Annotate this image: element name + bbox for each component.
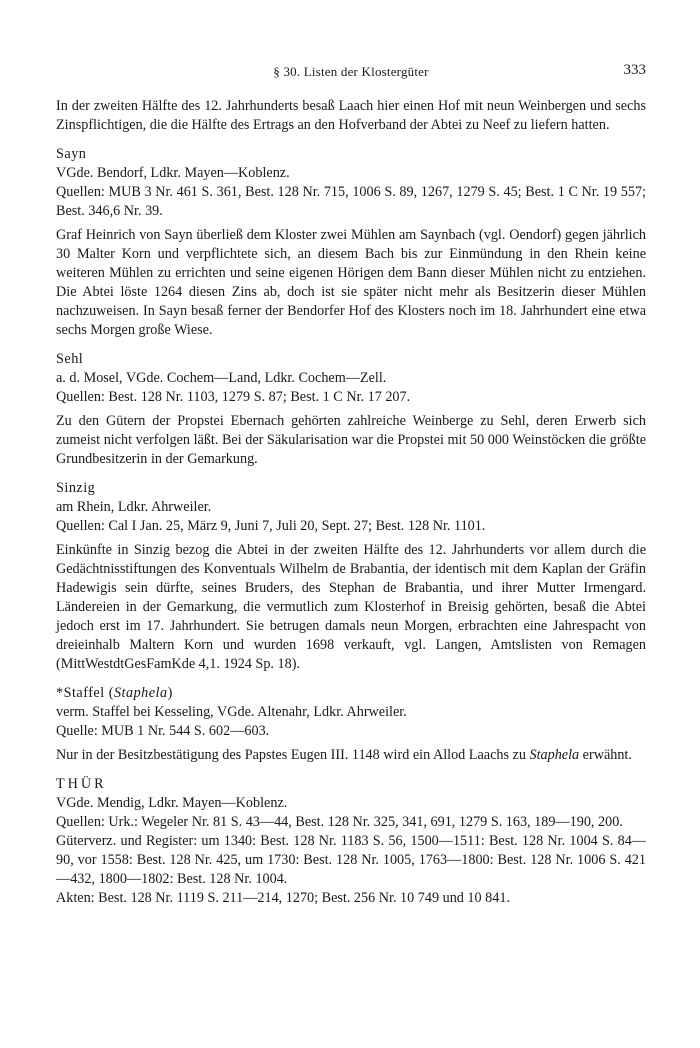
entry-title-italic: Staphela: [113, 685, 168, 701]
entry-location: a. d. Mosel, VGde. Cochem—Land, Ldkr. Cochem—Zell.: [56, 370, 387, 386]
entry-location: verm. Staffel bei Kesseling, VGde. Altenahr, Ldkr. Ahrweiler.: [56, 704, 407, 720]
entry-title: Sinzig: [56, 480, 96, 496]
entry-title: Sehl: [56, 351, 84, 367]
entry-staffel: [56, 684, 646, 765]
entry-location: am Rhein, Ldkr. Ahrweiler.: [56, 499, 212, 515]
intro-paragraph: In der zweiten Hälfte des 12. Jahrhunderts besaß Laach hier einen Hof mit neun Weinbergen und sechs Zinspflichtigen, die die Hälfte des Ertrags an den Hofverband der Abtei zu Neef zu liefern hatten.: [56, 98, 646, 133]
entry-sources: Quelle: MUB 1 Nr. 544 S. 602—603.: [56, 723, 270, 739]
entry-thuer: [56, 775, 646, 908]
entry-sehl: [56, 350, 646, 469]
entry-title-suffix: ): [167, 685, 173, 701]
entry-text: Zu den Gütern der Propstei Ebernach gehörten zahlreiche Weinberge zu Sehl, deren Erwerb sich zumeist nicht verfolgen läßt. Bei der Säkularisation war die Propstei mit 50 000 Weinstöcken die größte Grundbesitzerin in der Gemarkung.: [56, 413, 646, 467]
entry-sayn: [56, 145, 646, 340]
entry-text-italic: Staphela: [529, 747, 580, 763]
entry-files: Akten: Best. 128 Nr. 1119 S. 211—214, 1270; Best. 256 Nr. 10 749 und 10 841.: [56, 890, 510, 906]
entry-location: VGde. Mendig, Ldkr. Mayen—Koblenz.: [56, 795, 288, 811]
entry-title: THÜR: [56, 776, 107, 792]
page-body: [56, 97, 646, 908]
entry-text: Einkünfte in Sinzig bezog die Abtei in der zweiten Hälfte des 12. Jahrhunderts vor allem durch die Gedächtnisstiftungen des Konventuals Wilhelm de Brabantia, der identisch mit dem Kaplan der Gräfin Hadewigis sein dürfte, seines Bruders, des Stephan de Brabantia, und ihrer Mutter Irmengard. Ländereien in der Gemarkung, die vermutlich zum Klosterhof in Breisig gehörten, besaß die Abtei jedoch erst im 17. Jahrhundert. Sie betrugen damals neun Morgen, erbrachten eine Jahrespacht von dreieinhalb Maltern Korn und wurden 1698 verkauft, vgl. Langen, Amtslisten von Remagen (MittWestdtGesFamKde 4,1. 1924 Sp. 18).: [56, 542, 646, 672]
entry-sources: Quellen: Best. 128 Nr. 1103, 1279 S. 87; Best. 1 C Nr. 17 207.: [56, 389, 411, 405]
running-title: § 30. Listen der Klostergüter: [273, 64, 429, 79]
entry-location: VGde. Bendorf, Ldkr. Mayen—Koblenz.: [56, 165, 290, 181]
entry-text-prefix: Nur in der Besitzbestätigung des Papstes Eugen III. 1148 wird ein Allod Laachs zu: [56, 747, 530, 763]
page-number: 333: [623, 62, 646, 78]
entry-title-prefix: *Staffel (: [56, 685, 114, 701]
entry-text: Graf Heinrich von Sayn überließ dem Kloster zwei Mühlen am Saynbach (vgl. Oendorf) gegen jährlich 30 Malter Korn und verpflichtete sich, an diesem Bach bis zur Einmündung in den Rhein keine weiteren Mühlen zu errichten und seine eigenen Hörigen dem Bann dieser Mühlen nicht zu entziehen. Die Abtei löste 1264 diesen Zins ab, doch ist sie später nicht mehr als Besitzerin dieser Mühlen nachzuweisen. In Sayn besaß ferner der Bendorfer Hof des Klosters noch im 18. Jahrhundert eine etwa sechs Morgen große Wiese.: [56, 227, 646, 338]
entry-sinzig: [56, 479, 646, 674]
entry-title: Sayn: [56, 146, 87, 162]
entry-sources: Quellen: MUB 3 Nr. 461 S. 361, Best. 128 Nr. 715, 1006 S. 89, 1267, 1279 S. 45; Best. 1 C Nr. 19 557; Best. 346,6 Nr. 39.: [56, 184, 646, 219]
entry-text-suffix: erwähnt.: [579, 747, 632, 763]
entry-title: [56, 684, 646, 703]
entry-sources: Quellen: Cal I Jan. 25, März 9, Juni 7, Juli 20, Sept. 27; Best. 128 Nr. 1101.: [56, 518, 486, 534]
entry-registers: Güterverz. und Register: um 1340: Best. 128 Nr. 1183 S. 56, 1500—1511: Best. 128 Nr. 1004 S. 84—90, vor 1558: Best. 128 Nr. 425, um 1730: Best. 128 Nr. 1005, 1763—1800: Best. 128 Nr. 1006 S. 421—432, 1800—1802: Best. 128 Nr. 1004.: [56, 833, 646, 887]
entry-text: [56, 746, 646, 765]
running-header: [56, 62, 646, 82]
entry-sources: Quellen: Urk.: Wegeler Nr. 81 S. 43—44, Best. 128 Nr. 325, 341, 691, 1279 S. 163, 189—190, 200.: [56, 814, 623, 830]
